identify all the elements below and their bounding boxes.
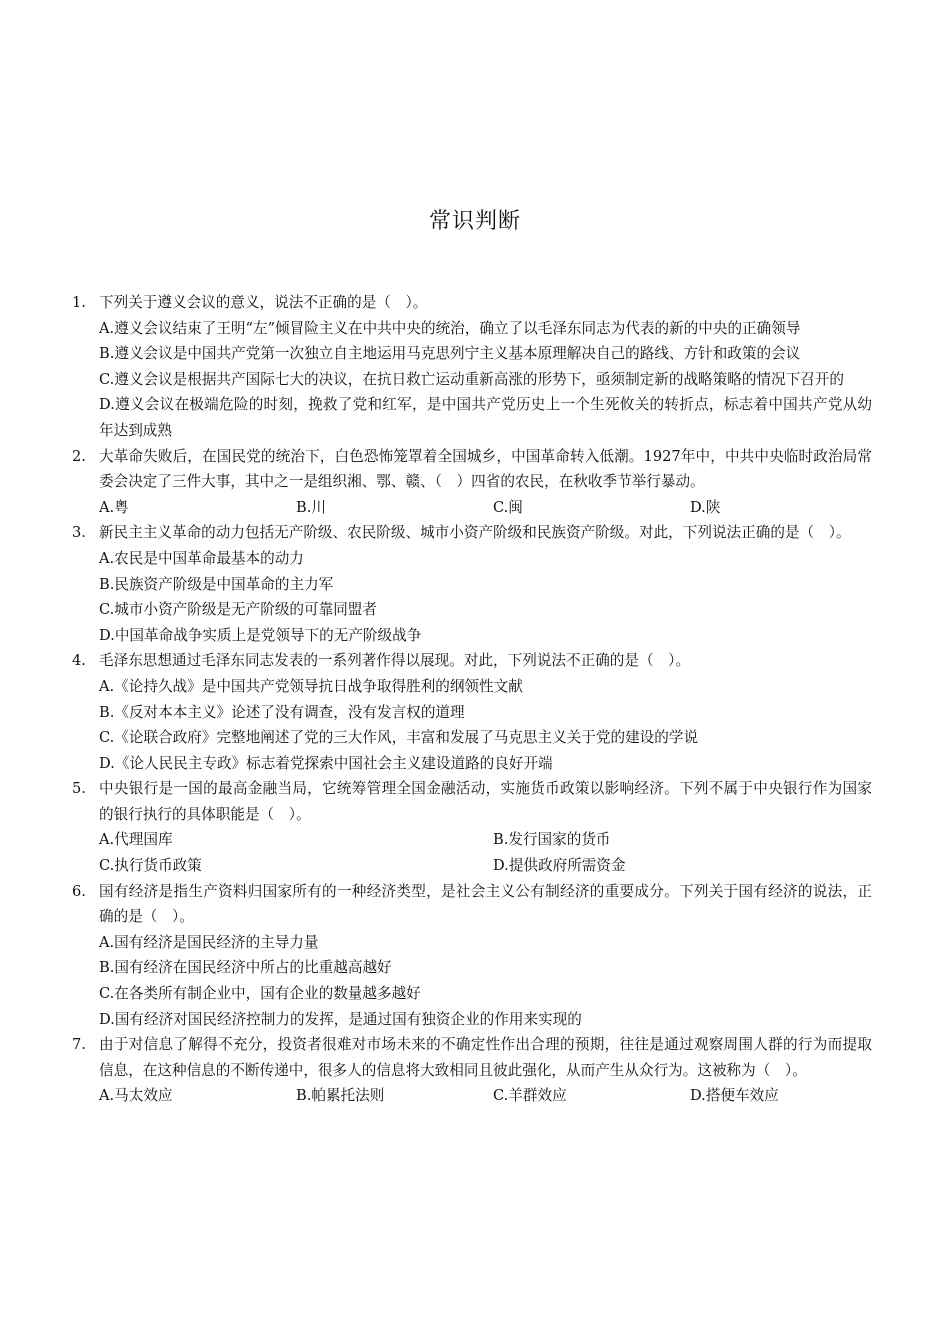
- question-stem: 毛泽东思想通过毛泽东同志发表的一系列著作得以展现。对此，下列说法不正确的是（ ）。: [99, 652, 691, 670]
- question-7: [72, 1032, 872, 1109]
- question-stem: 下列关于遵义会议的意义，说法不正确的是（ ）。: [99, 294, 428, 311]
- question-stem: 中央银行是一国的最高金融当局，它统筹管理全国金融活动，实施货币政策以影响经济。下列不属于中央银行作为国家的银行执行的具体职能是（ ）。: [99, 780, 872, 823]
- question-stem: 新民主主义革命的动力包括无产阶级、农民阶级、城市小资产阶级和民族资产阶级。对此，下列说法正确的是（ ）。: [99, 524, 851, 542]
- question-number: 6.: [72, 882, 86, 900]
- option-b: B.发行国家的货币: [493, 831, 611, 849]
- option-row: [99, 1083, 872, 1109]
- question-number: 7.: [72, 1036, 86, 1054]
- question-number: 3.: [72, 524, 86, 542]
- option-c: C.《论联合政府》完整地阐述了党的三大作风，丰富和发展了马克思主义关于党的建设的学说: [99, 729, 699, 747]
- option-c: C.执行货币政策: [99, 857, 202, 875]
- question-stem: 由于对信息了解得不充分，投资者很难对市场未来的不确定性作出合理的预期，往往是通过观察周围人群的行为而提取信息，在这种信息的不断传递中，很多人的信息将大致相同且彼此强化，从而产生从众行为。这被称为（ ）。: [99, 1036, 872, 1079]
- option-d: D.中国革命战争实质上是党领导下的无产阶级战争: [99, 626, 422, 644]
- option-d: D.《论人民民主专政》标志着党探索中国社会主义建设道路的良好开端: [99, 754, 553, 772]
- question-3: [72, 520, 872, 648]
- question-1: [72, 290, 872, 444]
- question-2: [72, 444, 872, 521]
- option-a: A.《论持久战》是中国共产党领导抗日战争取得胜利的纲领性文献: [99, 677, 523, 695]
- question-number: 2.: [72, 447, 86, 465]
- question-list: [72, 290, 872, 1109]
- option-c: C.羊群效应: [493, 1087, 567, 1105]
- option-a: A.马太效应: [99, 1087, 173, 1105]
- question-6: [72, 879, 872, 1033]
- option-b: B.民族资产阶级是中国革命的主力军: [99, 575, 334, 593]
- option-a: A.遵义会议结束了王明“左”倾冒险主义在中共中央的统治，确立了以毛泽东同志为代表的新的中央的正确领导: [99, 319, 801, 337]
- option-c: C.闽: [493, 498, 523, 516]
- question-number: 1.: [72, 294, 86, 311]
- option-c: C.城市小资产阶级是无产阶级的可靠同盟者: [99, 601, 377, 619]
- question-stem: 国有经济是指生产资料归国家所有的一种经济类型，是社会主义公有制经济的重要成分。下列关于国有经济的说法，正确的是（ ）。: [99, 882, 872, 926]
- option-row: [99, 827, 872, 853]
- option-a: A.代理国库: [99, 831, 173, 849]
- option-row: [99, 495, 872, 521]
- option-a: A.国有经济是国民经济的主导力量: [99, 933, 319, 951]
- question-number: 4.: [72, 652, 86, 670]
- option-b: B.川: [296, 498, 326, 516]
- option-b: B.国有经济在国民经济中所占的比重越高越好: [99, 959, 392, 977]
- option-c: C.在各类所有制企业中，国有企业的数量越多越好: [99, 985, 421, 1003]
- question-5: [72, 776, 872, 878]
- option-d: D.遵义会议在极端危险的时刻，挽救了党和红军，是中国共产党历史上一个生死攸关的转折点，标志着中国共产党从幼年达到成熟: [99, 396, 872, 439]
- option-d: D.陕: [690, 498, 721, 516]
- question-number: 5.: [72, 780, 86, 798]
- question-stem: 大革命失败后，在国民党的统治下，白色恐怖笼罩着全国城乡，中国革命转入低潮。1927年中，中共中央临时政治局常委会决定了三件大事，其中之一是组织湘、鄂、赣、（ ）四省的农民，在秋收季节举行暴动。: [99, 447, 872, 491]
- option-c: C.遵义会议是根据共产国际七大的决议，在抗日救亡运动重新高涨的形势下，亟须制定新的战略策略的情况下召开的: [99, 370, 844, 388]
- question-4: [72, 648, 872, 776]
- option-b: B.遵义会议是中国共产党第一次独立自主地运用马克思列宁主义基本原理解决自己的路线、方针和政策的会议: [99, 345, 801, 363]
- option-a: A.粤: [99, 498, 129, 516]
- option-b: B.《反对本本主义》论述了没有调查，没有发言权的道理: [99, 703, 465, 721]
- option-d: D.搭便车效应: [690, 1087, 779, 1105]
- option-b: B.帕累托法则: [296, 1087, 385, 1105]
- option-d: D.国有经济对国民经济控制力的发挥，是通过国有独资企业的作用来实现的: [99, 1010, 582, 1028]
- page-title: 常识判断: [428, 209, 521, 234]
- option-a: A.农民是中国革命最基本的动力: [99, 549, 304, 567]
- option-d: D.提供政府所需资金: [493, 857, 626, 875]
- option-row: [99, 853, 872, 879]
